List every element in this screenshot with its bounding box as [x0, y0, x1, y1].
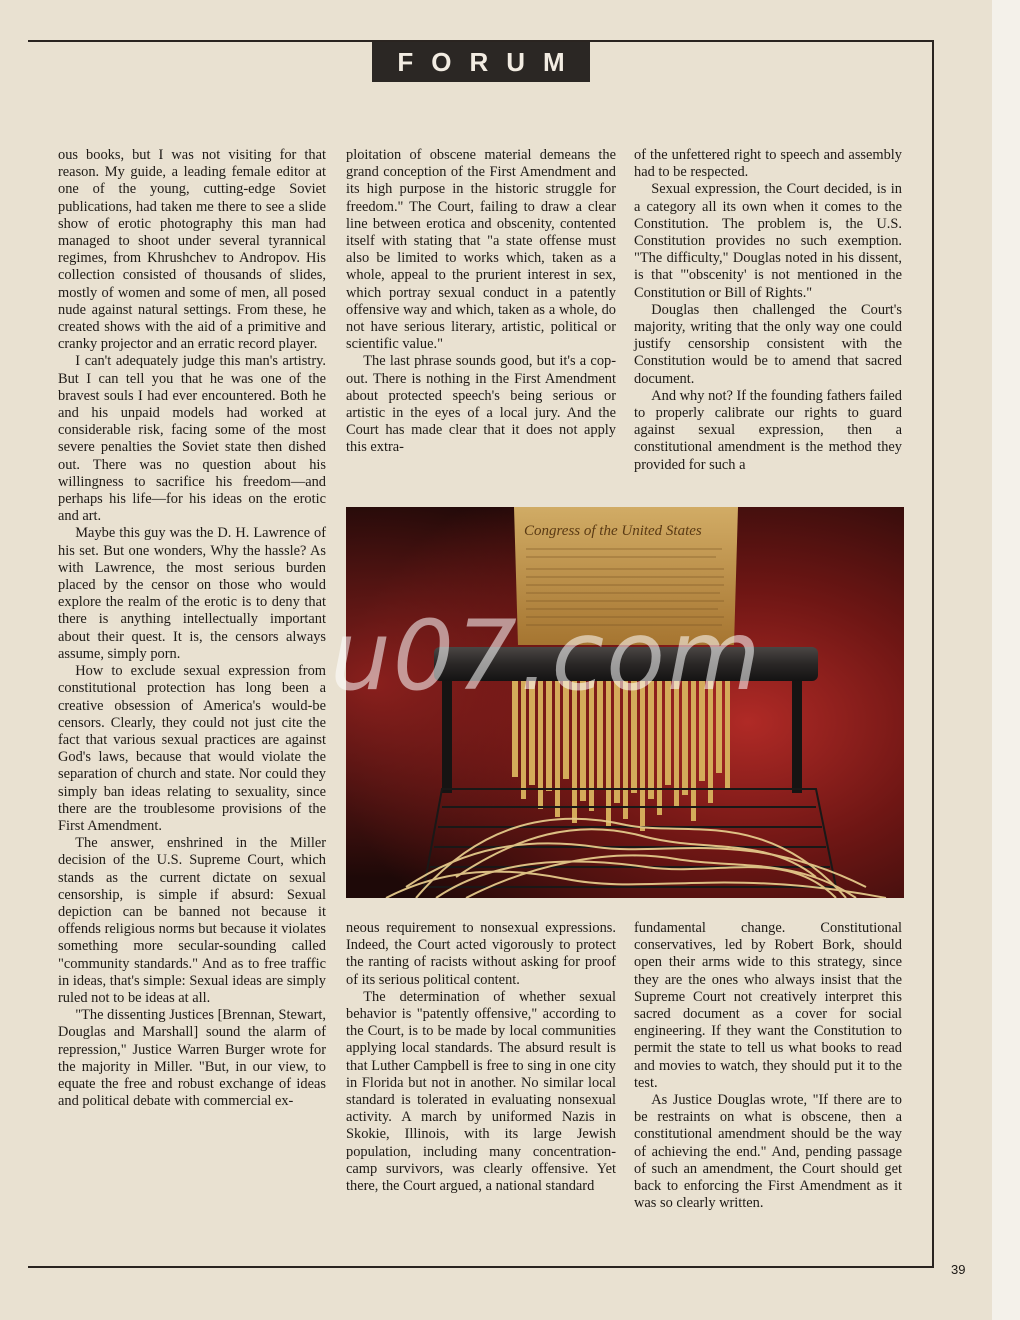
shredder-roller: [434, 647, 818, 681]
watermark: u07.com: [330, 600, 763, 712]
shredder-leg-left: [442, 681, 452, 793]
shredder-leg-right: [792, 681, 802, 793]
page-number: 39: [951, 1262, 966, 1277]
paragraph: And why not? If the founding fathers failed to properly calibrate our rights to guard against sexual expression, then a constitutional amendment is the method they provided for such a: [634, 387, 902, 473]
article-column-2-bottom: [346, 920, 616, 1252]
paragraph: neous requirement to nonsexual expressions. Indeed, the Court acted vigorously to protect the ranting of racists without asking for proof of its serious political content.: [346, 920, 616, 988]
document-heading: Congress of the United States: [524, 523, 702, 539]
shredder-photo: [346, 507, 904, 898]
section-header-forum: [372, 42, 590, 82]
article-column-3-bottom: [634, 920, 902, 1252]
paragraph: I can't adequately judge this man's artistry. But I can tell you that he was one of the bravest souls I had ever encountered. Both he and his unpaid models had worked at considerable risk, facing some of the most severe penalties the Soviet state then dished out. There was no question about his willingness to sacrifice his freedom—and perhaps his life—for his ideas on the erotic and art.: [58, 353, 326, 525]
header-letter: O: [431, 46, 452, 77]
article-column-3-top: [634, 147, 902, 499]
paragraph: ploitation of obscene material demeans the grand conception of the First Amendment and its high purpose in the historic struggle for freedom." The Court, failing to draw a clear line between erotica and obscenity, contented itself with stating that "a state offense must also be limited to works which, taken as a whole, appeal to the prurient interest in sex, which portray sexual conduct in a patently offensive way and which, taken as a whole, do not have serious literary, artistic, political or scientific value.": [346, 147, 616, 353]
paragraph: Sexual expression, the Court decided, is in a category all its own when it comes to the Constitution. The problem is, the U.S. Constitution provides no such exemption. "The difficulty," Douglas noted in his dissent, is that "'obscenity' is not mentioned in the Constitution or Bill of Rights.": [634, 181, 902, 301]
header-letter: M: [543, 46, 565, 77]
shredder-illustration: [346, 507, 904, 898]
page-margin-strip: [992, 0, 1020, 1320]
header-letter: R: [469, 46, 489, 77]
paragraph: Maybe this guy was the D. H. Lawrence of his set. But one wonders, Why the hassle? As with Lawrence, the most serious burden placed by the censor on those who would explore the realm of the erotic is to deny that there is anything intellectually important about their quest. It is, the censors always assume, simply porn.: [58, 525, 326, 662]
paragraph: The answer, enshrined in the Miller decision of the U.S. Supreme Court, which stands as the current dictate on sexual censorship, is simple if absurd: Sexual depiction can be banned not because it offends religious norms but because it violates something more secular-sounding called "community standards." And as to free traffic in ideas, that's simple: Sexual ideas are simply ruled not to be ideas at all.: [58, 835, 326, 1006]
header-letter: U: [506, 46, 525, 77]
paragraph: "The dissenting Justices [Brennan, Stewart, Douglas and Marshall] sound the alarm of repression," Justice Warren Burger wrote for the majority in Miller. "But, in our view, to equate the free and robust exchange of ideas and political debate with commercial ex-: [58, 1007, 326, 1110]
article-column-1: [58, 147, 326, 1251]
paragraph: ous books, but I was not visiting for that reason. My guide, a leading female editor at one of the young, cutting-edge Soviet publications, had taken me there to see a slide show of erotic photography this man had managed to shoot under several tyrannical regimes, from Khrushchev to Andropov. His collection consisted of thousands of slides, mostly of women and some of men, all posed nude against natural settings. From these, he created shows with the aid of a primitive and cranky projector and an erratic record player.: [58, 147, 326, 353]
paragraph: As Justice Douglas wrote, "If there are to be restraints on what is obscene, then a constitutional amendment should be the way of achieving the end." And, pending passage of such an amendment, the Court should get back to enforcing the First Amendment as it was so clearly written.: [634, 1092, 902, 1212]
paragraph: The last phrase sounds good, but it's a cop-out. There is nothing in the First Amendment about protected speech's being serious or artistic in the eyes of a local jury. And the Court has made clear that it does not apply this extra-: [346, 353, 616, 456]
article-column-2-top: [346, 147, 616, 499]
paragraph: fundamental change. Constitutional conservatives, led by Robert Bork, should open their arms wide to this strategy, since they are the ones who always insist that the Supreme Court not creatively interpret this sacred document as a cover for social engineering. If they want the Constitution to permit the state to tell us what books to read and movies to watch, they should put it to the test.: [634, 920, 902, 1091]
paragraph: Douglas then challenged the Court's majority, writing that the only way one could justify censorship consistent with the Constitution would be to amend that sacred document.: [634, 301, 902, 387]
paragraph: The determination of whether sexual behavior is "patently offensive," according to the Court, is to be made by local communities applying local standards. The absurd result is that Luther Campbell is free to sing in one city in Florida but not in another. No similar local standard is tolerated in evaluating nonsexual activity. A march by uniformed Nazis in Skokie, Illinois, with its large Jewish population, including many concentration-camp survivors, was clearly offensive. Yet there, the Court argued, a national standard: [346, 988, 616, 1195]
header-letter: F: [397, 46, 414, 77]
paragraph: How to exclude sexual expression from constitutional protection has long been a creative obsession of America's would-be censors. Clearly, they could not just cite the fact that various sexual practices are against God's laws, because that would violate the separation of church and state. Nor could they simply ban ideas relating to sexuality, since there are the troublesome provisions of the First Amendment.: [58, 663, 326, 834]
paragraph: of the unfettered right to speech and assembly had to be respected.: [634, 147, 902, 181]
